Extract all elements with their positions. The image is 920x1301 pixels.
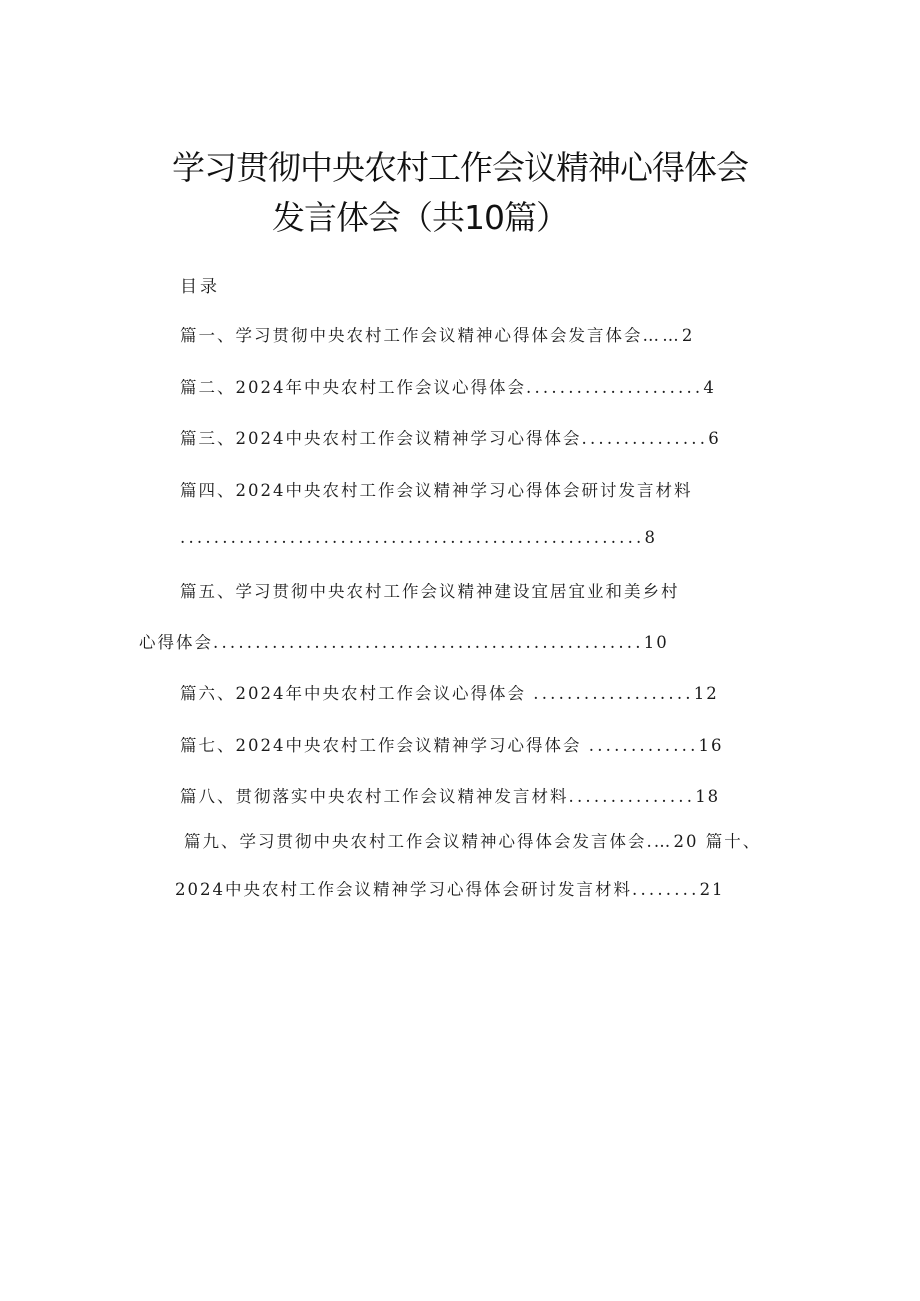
toc-leader-dots: ............... <box>581 429 709 448</box>
toc-leader-dots: ............. <box>588 736 699 755</box>
toc-entry-2[interactable] <box>180 374 716 398</box>
toc-entry-5-continued[interactable] <box>139 629 669 653</box>
toc-entry-text: 2024中央农村工作会议精神学习心得体会研讨发言材料 <box>175 880 632 899</box>
toc-entry-9[interactable] <box>184 828 761 852</box>
toc-entry-text: 篇七、2024中央农村工作会议精神学习心得体会 <box>180 736 589 755</box>
toc-entry-6[interactable] <box>180 680 719 704</box>
toc-entry-text: 心得体会 <box>139 633 213 652</box>
toc-page-number: 16 <box>698 736 724 755</box>
toc-entry-10[interactable] <box>175 876 725 900</box>
toc-leader-dots: ................................................... <box>213 633 644 652</box>
toc-entry-text: 篇九、学习贯彻中央农村工作会议精神心得体会发言体会. <box>184 832 654 851</box>
toc-page-number: 21 <box>699 880 725 899</box>
toc-entry-1[interactable] <box>180 322 694 346</box>
toc-page-number: 6 <box>708 429 721 448</box>
toc-entry-text: 篇八、贯彻落实中央农村工作会议精神发言材料 <box>180 787 569 806</box>
toc-entry-text: 篇三、2024中央农村工作会议精神学习心得体会 <box>180 429 582 448</box>
toc-page-number: 20 篇十、 <box>673 832 762 851</box>
document-title-line-2: 发言体会（共10篇） <box>272 198 568 237</box>
toc-leader-dots: ..................... <box>526 378 704 397</box>
toc-entry-5[interactable] <box>180 578 680 602</box>
toc-label: 目录 <box>180 277 220 297</box>
toc-leader-dots: ................... <box>533 684 694 703</box>
toc-page-number: 2 <box>681 326 695 345</box>
toc-leader-dots: … <box>653 832 674 851</box>
toc-entry-7[interactable] <box>180 732 724 756</box>
toc-entry-text: 篇一、学习贯彻中央农村工作会议精神心得体会发言体会 <box>180 326 643 345</box>
toc-entry-8[interactable] <box>180 783 720 807</box>
toc-leader-dots: ....................................................... <box>180 528 645 547</box>
toc-leader-dots: ........ <box>632 880 700 899</box>
toc-page-number: 4 <box>703 378 716 397</box>
document-title-line-1: 学习贯彻中央农村工作会议精神心得体会 <box>172 148 748 187</box>
toc-entry-text: 篇五、学习贯彻中央农村工作会议精神建设宜居宜业和美乡村 <box>180 582 680 601</box>
toc-leader-dots: …… <box>642 326 682 345</box>
toc-page-number: 10 <box>643 633 669 652</box>
toc-page-number: 12 <box>693 684 719 703</box>
toc-entry-4-continued[interactable] <box>180 528 657 547</box>
toc-entry-text: 篇二、2024年中央农村工作会议心得体会 <box>180 378 526 397</box>
toc-page-number: 8 <box>644 528 657 547</box>
toc-page-number: 18 <box>695 787 721 806</box>
toc-entry-4[interactable] <box>180 477 693 501</box>
toc-entry-3[interactable] <box>180 425 721 449</box>
toc-entry-text: 篇六、2024年中央农村工作会议心得体会 <box>180 684 534 703</box>
toc-entry-text: 篇四、2024中央农村工作会议精神学习心得体会研讨发言材料 <box>180 481 693 500</box>
toc-leader-dots: ............... <box>568 787 696 806</box>
